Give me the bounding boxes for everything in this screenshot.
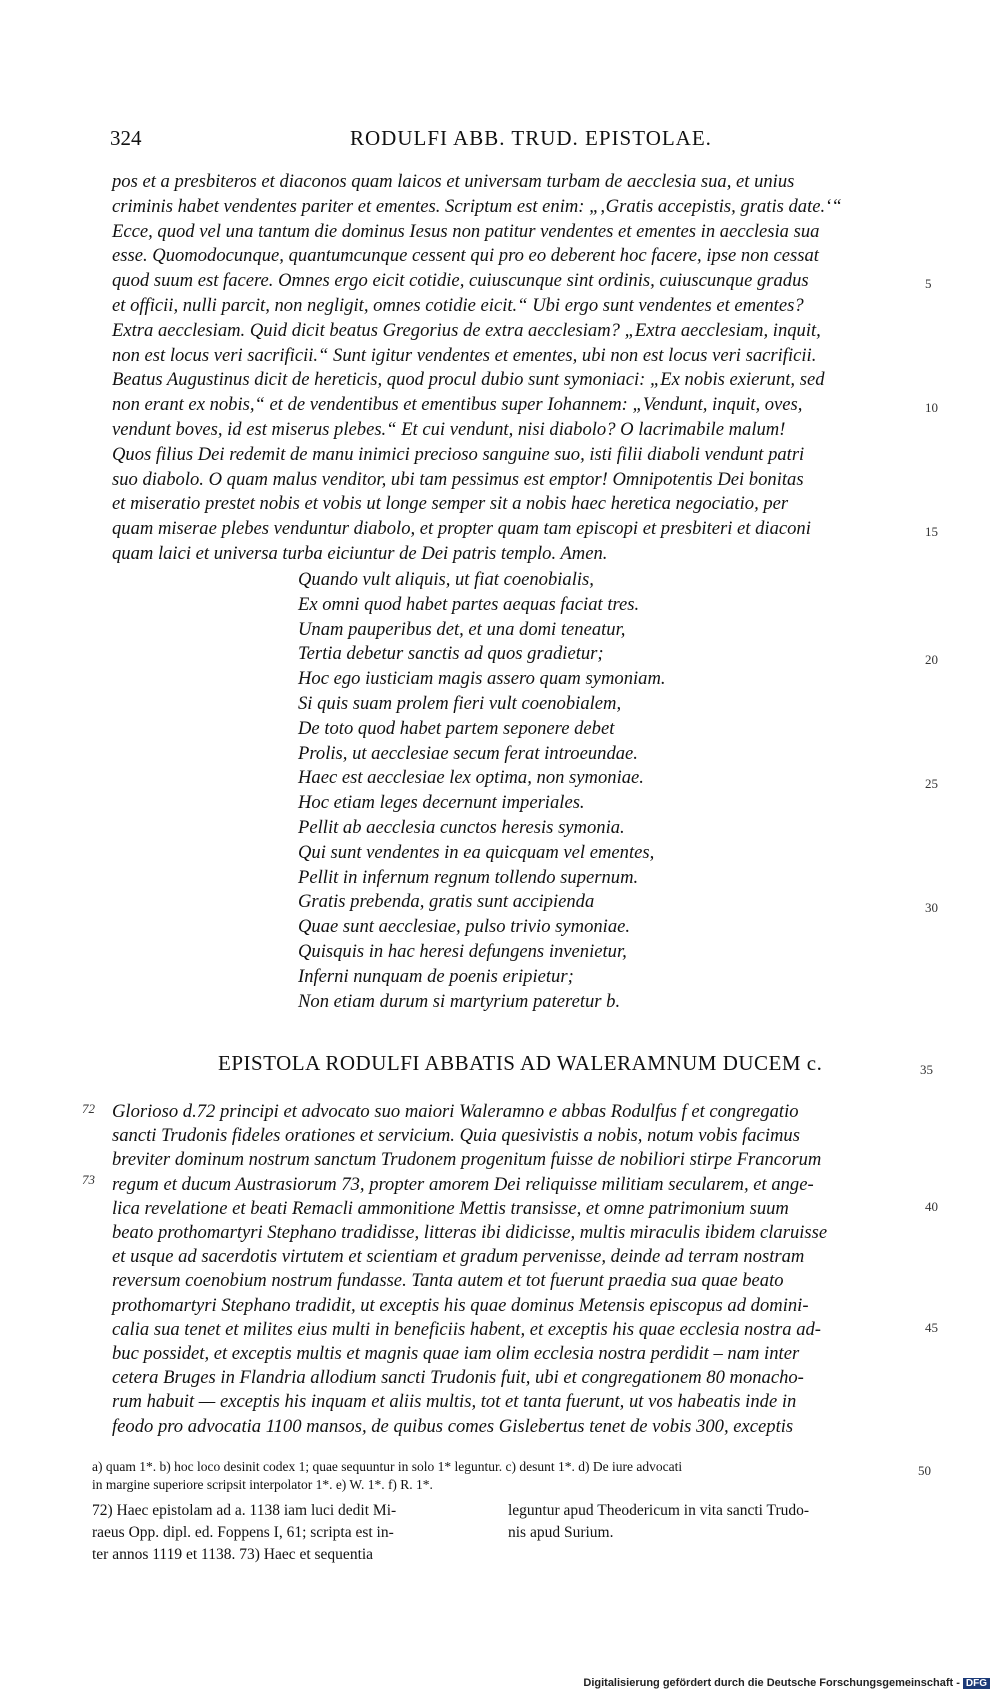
running-title: RODULFI ABB. TRUD. EPISTOLAE.	[350, 126, 712, 150]
line-number: 30	[925, 900, 938, 915]
body-line: esse. Quomodocunque, quantumcunque cessent qui pro eo deberent hoc facere, ipse non cessat	[112, 245, 819, 267]
page-number: 324	[110, 126, 142, 150]
verse-line: Pellit ab aecclesia cunctos heresis symonia.	[298, 817, 625, 838]
verse-line: Quando vult aliquis, ut fiat coenobialis,	[298, 569, 594, 590]
letter-line: cetera Bruges in Flandria allodium sancti Trudonis fuit, ubi et congregationem 80 monacho-	[112, 1367, 804, 1389]
verse-line: Haec est aecclesiae lex optima, non symoniae.	[298, 767, 644, 789]
dfg-logo: DFG	[963, 1678, 990, 1689]
line-number: 35	[920, 1062, 933, 1077]
footer-text: Digitalisierung gefördert durch die Deutsche Forschungsgemeinschaft -	[583, 1677, 960, 1689]
verse-line: Prolis, ut aecclesiae secum ferat introeundae.	[298, 742, 638, 764]
line-number: 20	[925, 652, 938, 667]
margin-note: 72	[82, 1101, 95, 1116]
verse-line: Ex omni quod habet partes aequas faciat tres.	[298, 593, 640, 615]
line-number: 40	[925, 1199, 938, 1214]
letter-line: Glorioso d.72 principi et advocato suo maiori Waleramno e abbas Rodulfus f et congregatio	[112, 1101, 799, 1122]
letter-line: lica revelatione et beati Remacli ammonitione Mettis transisse, et omne patrimonium suum	[112, 1197, 789, 1219]
body-line: quam laici et universa turba eiciuntur de Dei patris templo. Amen.	[112, 543, 608, 564]
body-line: et officii, nulli parcit, non negligit, omnes cotidie eicit.“ Ubi ergo sunt vendentes et ementes?	[112, 295, 804, 316]
footnote-line: ter annos 1119 et 1138. 73) Haec et sequentia	[92, 1546, 374, 1563]
letter-line: feodo pro advocatia 1100 mansos, de quibus comes Gislebertus tenet de vobis 300, exceptis	[112, 1415, 794, 1437]
verse-line: Hoc etiam leges decernunt imperiales.	[298, 792, 585, 814]
body-line: quam miserae plebes venduntur diabolo, et propter quam tam episcopi et presbiteri et diaconi	[112, 518, 811, 540]
letter-line: et usque ad sacerdotis virtutem et scientiam et gradum pervenisse, deinde ad terram nostram	[112, 1246, 805, 1268]
body-line: non est locus veri sacrificii.“ Sunt igitur vendentes et ementes, ubi non est locus veri sacrificii.	[112, 344, 817, 366]
letter-line: regum et ducum Austrasiorum 73, propter amorem Dei reliquisse militiam secularem, et ange-	[112, 1173, 814, 1195]
letter-line: reversum coenobium nostrum fundasse. Tanta autem et tot fuerunt praedia sua quae beato	[112, 1270, 784, 1292]
line-number: 50	[918, 1463, 931, 1478]
body-line: Ecce, quod vel una tantum die dominus Iesus non patitur vendentes et ementes in aecclesia sua	[112, 220, 820, 242]
body-line: quod suum est facere. Omnes ergo eicit cotidie, cuiuscunque sint ordinis, cuiuscunque gradus	[112, 270, 809, 292]
verse-line: Hoc ego iusticiam magis assero quam symoniam.	[298, 668, 666, 690]
dfg-footer	[583, 1677, 990, 1689]
line-number: 10	[925, 400, 938, 415]
verse-line: Inferni nunquam de poenis eripietur;	[298, 965, 574, 987]
body-line: non erant ex nobis,“ et de vendentibus et ementibus super Iohannem: „Vendunt, inquit, oves,	[112, 394, 803, 416]
body-line: Extra aecclesiam. Quid dicit beatus Gregorius de extra aecclesiam? „Extra aecclesiam, inquit,	[112, 319, 821, 341]
verse-line: Qui sunt vendentes in ea quicquam vel ementes,	[298, 841, 655, 863]
letter-title: EPISTOLA RODULFI ABBATIS AD WALERAMNUM DUCEM c.	[218, 1051, 823, 1075]
letter-line: breviter dominum nostrum sanctum Trudonem progenitum fuisse de nobiliori stirpe Francorum	[112, 1149, 822, 1171]
margin-note: 73	[82, 1172, 95, 1187]
body-line: Beatus Augustinus dicit de hereticis, quod procul dubio sunt symoniaci: „Ex nobis exierunt, sed	[112, 369, 825, 391]
verse-line: Unam pauperibus det, et una domi teneatur,	[298, 618, 626, 640]
verse-line: Si quis suam prolem fieri vult coenobialem,	[298, 693, 622, 714]
verse-line: Non etiam durum si martyrium pateretur b.	[298, 990, 621, 1012]
body-line: Quos filius Dei redemit de manu inimici precioso sanguine suo, isti filii diaboli vendunt patri	[112, 443, 805, 465]
line-number: 15	[925, 524, 938, 539]
body-line: suo diabolo. O quam malus venditor, ubi tam pessimus est emptor! Omnipotentis Dei bonitas	[112, 468, 804, 490]
footnote-line: leguntur apud Theodericum in vita sancti Trudo-	[508, 1502, 810, 1519]
footnote-line: 72) Haec epistolam ad a. 1138 iam luci dedit Mi-	[92, 1502, 397, 1519]
verse-line: De toto quod habet partem seponere debet	[298, 717, 615, 739]
page-header	[110, 126, 940, 156]
body-line: pos et a presbiteros et diaconos quam laicos et universam turbam de aecclesia sua, et unius	[112, 171, 795, 192]
body-line: criminis habet vendentes pariter et ementes. Scriptum est enim: „‚Gratis accepistis, gratis date.‘“	[112, 195, 842, 217]
line-number: 5	[925, 276, 932, 291]
footnote-line: a) quam 1*. b) hoc loco desinit codex 1; quae sequuntur in solo 1* leguntur. c) desunt 1*. d) De iure advocati	[92, 1459, 683, 1474]
verse-line: Quisquis in hac heresi defungens invenietur,	[298, 941, 627, 962]
footnote-line: in margine superiore scripsit interpolator 1*. e) W. 1*. f) R. 1*.	[92, 1477, 433, 1492]
verse-line: Gratis prebenda, gratis sunt accipienda	[298, 891, 595, 913]
body-line: vendunt boves, id est miserus plebes.“ Et cui vendunt, nisi diabolo? O lacrimabile malum!	[112, 419, 786, 440]
footnote-line: nis apud Surium.	[508, 1524, 614, 1541]
letter-line: sancti Trudonis fideles orationes et servicium. Quia quesivistis a nobis, notum vobis facimus	[112, 1125, 800, 1147]
line-number: 45	[925, 1320, 938, 1335]
verse-line: Tertia debetur sanctis ad quos gradietur;	[298, 643, 604, 665]
letter-line: rum habuit — exceptis his inquam et aliis multis, tot et tanta fuerunt, ut vos habeatis inde in	[112, 1391, 797, 1413]
line-number: 25	[925, 776, 938, 791]
footnote-line: raeus Opp. dipl. ed. Foppens I, 61; scripta est in-	[92, 1524, 394, 1541]
letter-line: buc possidet, et exceptis multis et magnis quae iam olim ecclesia nostra perdidit – nam inter	[112, 1343, 800, 1364]
verse-line: Quae sunt aecclesiae, pulso trivio symoniae.	[298, 916, 631, 938]
letter-line: beato prothomartyri Stephano tradidisse, litteras ibi didicisse, multis miraculis ibidem claruisse	[112, 1222, 828, 1243]
letter-line: prothomartyri Stephano tradidit, ut exceptis his quae dominus Metensis episcopus ad domini-	[112, 1294, 809, 1316]
verse-line: Pellit in infernum regnum tollendo supernum.	[298, 866, 639, 888]
letter-line: calia sua tenet et milites eius multi in beneficiis habent, et exceptis his quae ecclesia nostra ad-	[112, 1318, 821, 1340]
body-line: et miseratio prestet nobis et vobis ut longe semper sit a nobis haec heretica negociatio, per	[112, 493, 789, 515]
